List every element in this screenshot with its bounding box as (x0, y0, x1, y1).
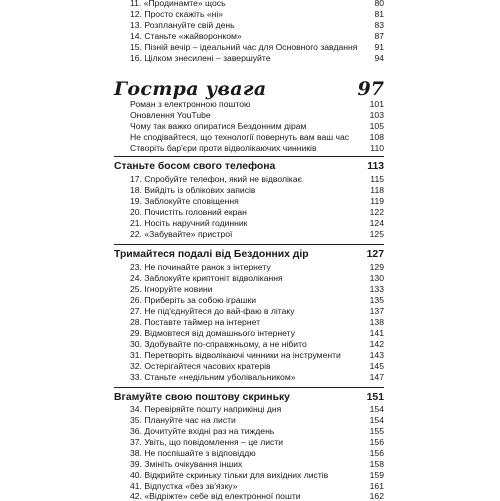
list-item: Роман з електронною поштою 101 (130, 99, 384, 109)
section-divider (114, 387, 384, 388)
list-item: 12. Просто скажіть «ні» 81 (130, 9, 384, 19)
list-item: 22. «Забувайте» пристрої 125 (130, 229, 384, 239)
list-item: 38. Не поспішайте з відповіддю 156 (130, 448, 384, 458)
list-item: 31. Перетворіть відволікаючі чинники на інструменти 143 (130, 350, 384, 360)
list-item: Створіть бар'єри проти відволікаючих чинників 110 (130, 143, 384, 153)
list-item: 14. Станьте «жайворонком» 87 (130, 31, 384, 41)
section-heading: Станьте босом свого телефона 113 (114, 161, 384, 172)
list-item: 30. Здобувайте по-справжньому, а не нібито 142 (130, 339, 384, 349)
list-item: 28. Поставте таймер на інтернет 138 (130, 317, 384, 327)
list-item: 40. Відкрийте скриньку тільки для вихідних листів 159 (130, 470, 384, 480)
chapter-heading: Гостра увага 97 (114, 78, 384, 100)
list-item: 24. Заблокуйте криптоніт відволікання 130 (130, 273, 384, 283)
section-divider (114, 156, 384, 157)
section-heading: Вгамуйте свою поштову скриньку 151 (114, 392, 384, 403)
list-item: 36. Дочитуйте вхідні раз на тиждень 155 (130, 426, 384, 436)
list-item: 23. Не починайте ранок з інтернету 129 (130, 262, 384, 272)
list-item: 25. Ігноруйте новини 133 (130, 284, 384, 294)
list-item: 11. «Продинамте» щось 80 (130, 0, 384, 8)
list-item: 42. «Відріжте» себе від електронної пошти 162 (130, 491, 384, 501)
list-item: 32. Остерігайтеся часових кратерів 145 (130, 361, 384, 371)
list-item: 16. Цілком знесилені – завершуйте 94 (130, 53, 384, 63)
list-item: Не сподівайтеся, що технології повернуть вам ваш час 108 (130, 132, 384, 142)
list-item: 41. Відпустка «без зв'язку» 161 (130, 481, 384, 491)
list-item: 29. Відмовтеся від домашнього інтернету 141 (130, 328, 384, 338)
section-heading: Тримайтеся подалі від Бездонних дір 127 (114, 249, 384, 260)
section-divider (114, 244, 384, 245)
list-item: 27. Не під'єднуйтеся до вай-фаю в літаку 137 (130, 306, 384, 316)
list-item: 37. Увіть, що повідомлення – це листи 156 (130, 437, 384, 447)
list-item: Оновлення YouTube 103 (130, 110, 384, 120)
list-item: 21. Носіть наручний годинник 124 (130, 218, 384, 228)
list-item: 15. Пізній вечір – ідеальний час для Основного завдання 91 (130, 42, 384, 52)
list-item: 33. Станьте «недільним уболівальником» 147 (130, 372, 384, 382)
list-item: 35. Плануйте час на листи 154 (130, 415, 384, 425)
list-item: 20. Почистіть головний екран 122 (130, 207, 384, 217)
list-item: 18. Вийдіть із облікових записів 118 (130, 185, 384, 195)
list-item: 17. Спробуйте телефон, який не відволікає 115 (130, 174, 384, 184)
list-item: 19. Заблокуйте сповіщення 119 (130, 196, 384, 206)
list-item: 13. Розплануйте свій день 83 (130, 20, 384, 30)
list-item: 26. Приберіть за собою іграшки 135 (130, 295, 384, 305)
list-item: 34. Перевіряйте пошту наприкінці дня 154 (130, 404, 384, 414)
list-item: 39. Змініть очікування інших 158 (130, 459, 384, 469)
list-item: Чому так важко опиратися Бездонним дірам 105 (130, 121, 384, 131)
